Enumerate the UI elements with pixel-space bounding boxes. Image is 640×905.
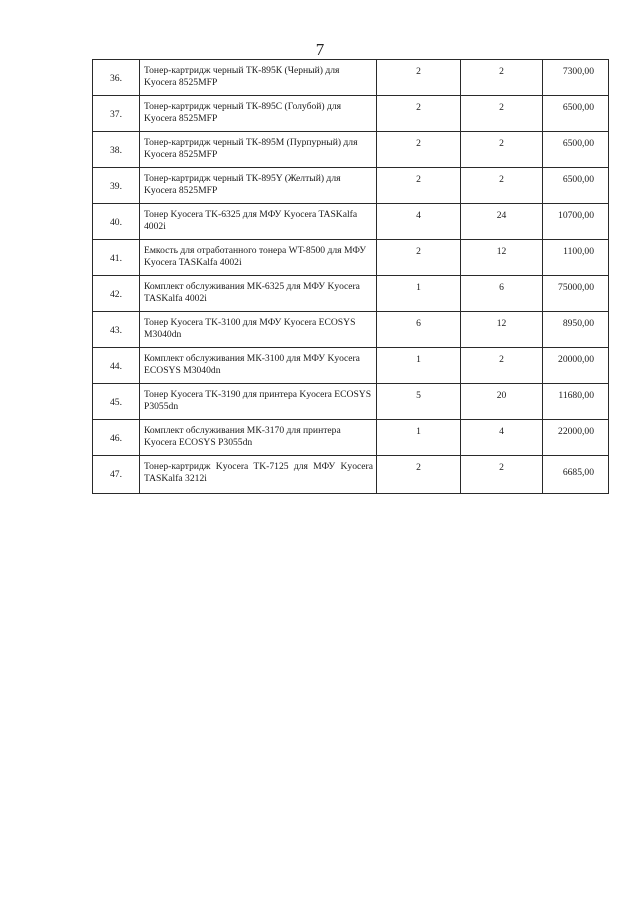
quantity-cell: 12 xyxy=(461,240,543,276)
price-cell: 75000,00 xyxy=(543,276,609,312)
table-row xyxy=(93,60,609,96)
quantity-cell: 2 xyxy=(461,60,543,96)
item-name: Тонер Kyocera TK-6325 для МФУ Kyocera TASKalfa 4002i xyxy=(140,204,377,240)
price-cell: 1100,00 xyxy=(543,240,609,276)
table-row xyxy=(93,132,609,168)
table-row xyxy=(93,168,609,204)
quantity-cell: 5 xyxy=(377,384,461,420)
quantity-cell: 2 xyxy=(377,60,461,96)
quantity-cell: 2 xyxy=(377,240,461,276)
item-name: Тонер-картридж черный ТК-895С (Голубой) для Kyocera 8525MFP xyxy=(140,96,377,132)
item-name: Тонер-картридж черный ТК-895Y (Желтый) для Kyocera 8525MFP xyxy=(140,168,377,204)
table-row xyxy=(93,276,609,312)
table-row xyxy=(93,420,609,456)
table-row xyxy=(93,384,609,420)
price-cell: 10700,00 xyxy=(543,204,609,240)
row-number: 42. xyxy=(93,276,140,312)
row-number: 46. xyxy=(93,420,140,456)
quantity-cell: 2 xyxy=(377,168,461,204)
row-number: 38. xyxy=(93,132,140,168)
table-row xyxy=(93,240,609,276)
row-number: 41. xyxy=(93,240,140,276)
item-name: Комплект обслуживания МК-3170 для принтера Kyocera ECOSYS P3055dn xyxy=(140,420,377,456)
page-number: 7 xyxy=(315,40,325,59)
row-number: 45. xyxy=(93,384,140,420)
item-name: Комплект обслуживания МК-3100 для МФУ Kyocera ECOSYS M3040dn xyxy=(140,348,377,384)
quantity-cell: 24 xyxy=(461,204,543,240)
quantity-cell: 6 xyxy=(377,312,461,348)
table-row xyxy=(93,348,609,384)
quantity-cell: 12 xyxy=(461,312,543,348)
price-cell: 20000,00 xyxy=(543,348,609,384)
quantity-cell: 20 xyxy=(461,384,543,420)
quantity-cell: 4 xyxy=(461,420,543,456)
price-cell: 8950,00 xyxy=(543,312,609,348)
row-number: 47. xyxy=(93,456,140,494)
item-name: Комплект обслуживания МК-6325 для МФУ Kyocera TASKalfa 4002i xyxy=(140,276,377,312)
table-row xyxy=(93,312,609,348)
item-name: Тонер-картридж черный ТК-895К (Черный) для Kyocera 8525MFP xyxy=(140,60,377,96)
quantity-cell: 6 xyxy=(461,276,543,312)
items-table-body xyxy=(93,60,609,494)
item-name: Емкость для отработанного тонера WT-8500 для МФУ Kyocera TASKalfa 4002i xyxy=(140,240,377,276)
quantity-cell: 2 xyxy=(461,168,543,204)
quantity-cell: 1 xyxy=(377,348,461,384)
quantity-cell: 2 xyxy=(461,96,543,132)
item-name: Тонер Kyocera TK-3100 для МФУ Kyocera ECOSYS M3040dn xyxy=(140,312,377,348)
row-number: 44. xyxy=(93,348,140,384)
quantity-cell: 2 xyxy=(377,132,461,168)
quantity-cell: 4 xyxy=(377,204,461,240)
table-row xyxy=(93,456,609,494)
price-cell: 6500,00 xyxy=(543,96,609,132)
table-row xyxy=(93,204,609,240)
row-number: 36. xyxy=(93,60,140,96)
row-number: 37. xyxy=(93,96,140,132)
price-cell: 7300,00 xyxy=(543,60,609,96)
quantity-cell: 1 xyxy=(377,276,461,312)
quantity-cell: 2 xyxy=(461,348,543,384)
table-row xyxy=(93,96,609,132)
price-cell: 22000,00 xyxy=(543,420,609,456)
row-number: 43. xyxy=(93,312,140,348)
item-name: Тонер-картридж Kyocera TK-7125 для МФУ Kyocera TASKalfa 3212i xyxy=(140,456,377,494)
quantity-cell: 2 xyxy=(377,96,461,132)
row-number: 40. xyxy=(93,204,140,240)
items-table xyxy=(92,59,609,494)
quantity-cell: 1 xyxy=(377,420,461,456)
quantity-cell: 2 xyxy=(461,456,543,494)
quantity-cell: 2 xyxy=(377,456,461,494)
price-cell: 6500,00 xyxy=(543,168,609,204)
price-cell: 6685,00 xyxy=(543,456,609,494)
quantity-cell: 2 xyxy=(461,132,543,168)
item-name: Тонер-картридж черный ТК-895М (Пурпурный) для Kyocera 8525MFP xyxy=(140,132,377,168)
row-number: 39. xyxy=(93,168,140,204)
price-cell: 11680,00 xyxy=(543,384,609,420)
item-name: Тонер Kyocera TK-3190 для принтера Kyocera ECOSYS P3055dn xyxy=(140,384,377,420)
price-cell: 6500,00 xyxy=(543,132,609,168)
